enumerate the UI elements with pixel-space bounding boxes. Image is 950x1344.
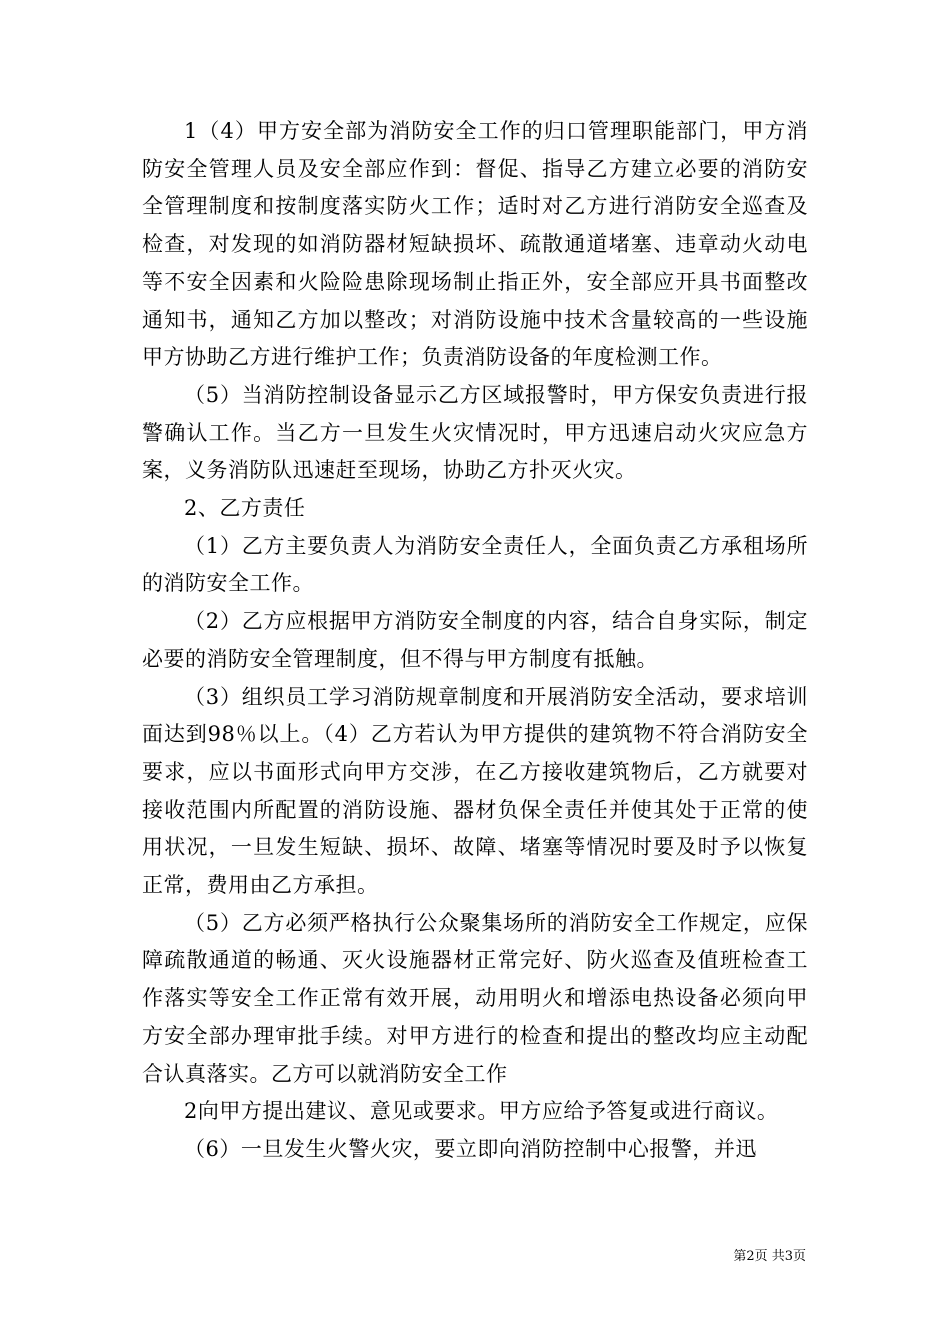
document-body — [142, 113, 808, 1169]
paragraph-party-b-fire-report: （6）一旦发生火警火灾，要立即向消防控制中心报警，并迅 — [184, 1136, 757, 1161]
page-number-footer: 第2页 共3页 — [733, 1249, 806, 1264]
paragraph-party-b-suggestions: 2向甲方提出建议、意见或要求。甲方应给予答复或进行商议。 — [184, 1099, 779, 1124]
paragraph-party-b-responsible-person: （1）乙方主要负责人为消防安全责任人，全面负责乙方承租场所的消防安全工作。 — [142, 533, 808, 596]
paragraph-party-b-regulations: （5）乙方必须严格执行公众聚集场所的消防安全工作规定，应保障疏散通道的畅通、灭火设施器材正常完好、防火巡查及值班检查工作落实等安全工作正常有效开展，动用明火和增添电热设备必须向甲方安全部办理审批手续。对甲方进行的检查和提出的整改均应主动配合认真落实。乙方可以就消防安全工作 — [142, 910, 808, 1086]
paragraph-party-a-safety-dept: 1（4）甲方安全部为消防安全工作的归口管理职能部门，甲方消防安全管理人员及安全部应作到：督促、指导乙方建立必要的消防安全管理制度和按制度落实防火工作；适时对乙方进行消防安全巡查及检查，对发现的如消防器材短缺损坏、疏散通道堵塞、违章动火动电等不安全因素和火险险患除现场制止指正外，安全部应开具书面整改通知书，通知乙方加以整改；对消防设施中技术含量较高的一些设施甲方协助乙方进行维护工作；负责消防设备的年度检测工作。 — [142, 119, 808, 370]
paragraph-party-a-alarm-response: （5）当消防控制设备显示乙方区域报警时，甲方保安负责进行报警确认工作。当乙方一旦发生火灾情况时，甲方迅速启动火灾应急方案，义务消防队迅速赶至现场，协助乙方扑灭火灾。 — [142, 382, 808, 483]
paragraph-party-b-management-system: （2）乙方应根据甲方消防安全制度的内容，结合自身实际，制定必要的消防安全管理制度，但不得与甲方制度有抵触。 — [142, 609, 808, 671]
section-heading-party-b: 2、乙方责任 — [184, 496, 306, 521]
paragraph-party-b-training: （3）组织员工学习消防规章制度和开展消防安全活动，要求培训面达到98％以上。（4）乙方若认为甲方提供的建筑物不符合消防安全要求，应以书面形式向甲方交涉，在乙方接收建筑物后，乙方就要对接收范围内所配置的消防设施、器材负保全责任并使其处于正常的使用状况，一旦发生短缺、损坏、故障、堵塞等情况时要及时予以恢复正常，费用由乙方承担。 — [142, 684, 808, 898]
